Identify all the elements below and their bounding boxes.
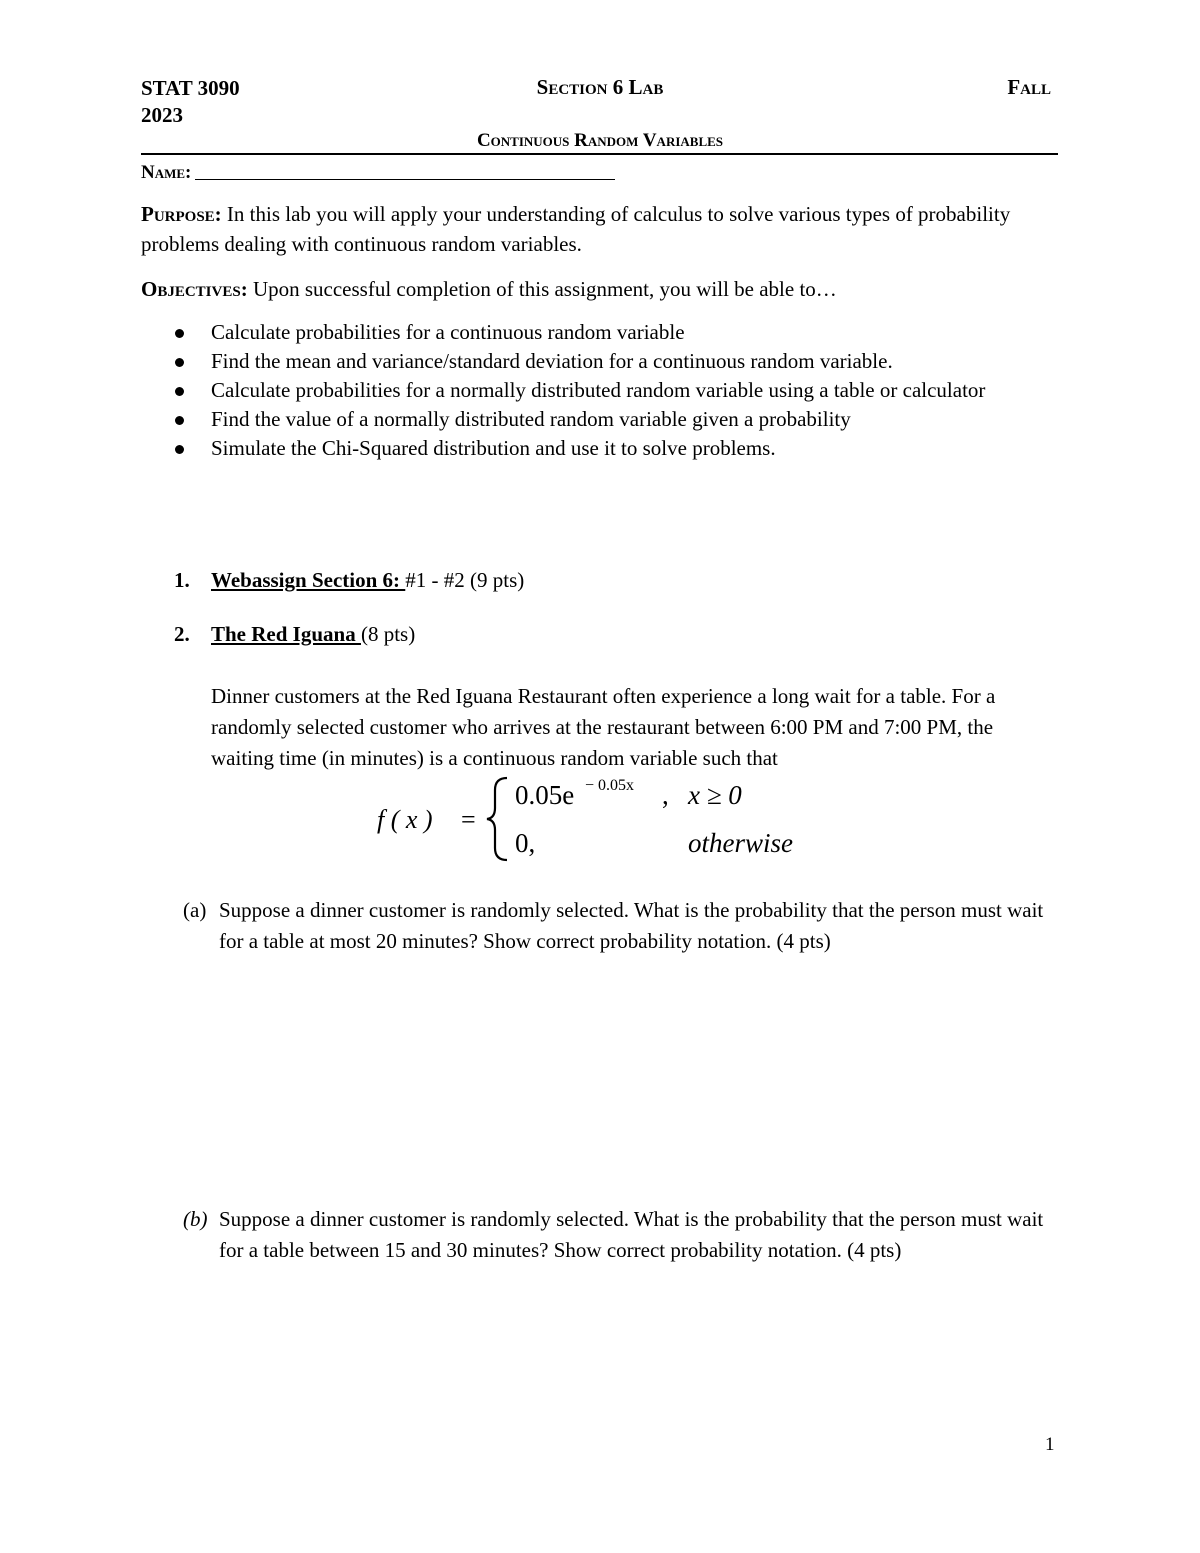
formula-case1-coef: 0.05e xyxy=(515,780,575,810)
question-2 xyxy=(174,619,1054,649)
brace-icon xyxy=(487,778,507,860)
purpose-label: Purpose: xyxy=(141,202,222,226)
list-item: Find the mean and variance/standard deviation for a continuous random variable. xyxy=(172,347,1052,376)
pdf-formula xyxy=(373,772,833,864)
objectives-list xyxy=(172,318,1052,463)
part-label: (a) xyxy=(183,898,207,922)
bullet-icon xyxy=(175,387,184,396)
formula-equals: = xyxy=(461,805,476,834)
bullet-icon xyxy=(175,416,184,425)
formula-case1-exp: − 0.05x xyxy=(585,777,635,794)
list-item: Calculate probabilities for a continuous random variable xyxy=(172,318,1052,347)
list-item: Find the value of a normally distributed random variable given a probability xyxy=(172,405,1052,434)
course-code: STAT 3090 xyxy=(141,76,240,100)
part-text: Suppose a dinner customer is randomly selected. What is the probability that the person must wait for a table between 15 and 30 minutes? Show correct probability notation. (4 pts) xyxy=(219,1207,1044,1262)
question-number: 1. xyxy=(174,568,190,592)
question-title: The Red Iguana xyxy=(211,622,361,646)
objectives-label: Objectives: xyxy=(141,277,248,301)
question-1 xyxy=(174,565,1054,595)
question-title: Webassign Section 6: xyxy=(211,568,406,592)
course-year: 2023 xyxy=(141,103,183,127)
objectives-text: Upon successful completion of this assignment, you will be able to… xyxy=(252,277,837,301)
question-points: (8 pts) xyxy=(360,622,416,646)
name-row xyxy=(141,161,615,184)
bullet-icon xyxy=(175,445,184,454)
name-blank-line[interactable] xyxy=(195,161,615,180)
question-2-body: Dinner customers at the Red Iguana Restaurant often experience a long wait for a table. For a randomly selected customer who arrives at the restaurant between 6:00 PM and 7:00 PM, the waiting time (in minutes) is a continuous random variable such that xyxy=(211,684,996,770)
question-points: #1 - #2 (9 pts) xyxy=(405,568,525,592)
formula-case2-cond: otherwise xyxy=(688,828,793,858)
formula-lhs: f ( x ) xyxy=(377,805,433,834)
list-item: Simulate the Chi-Squared distribution and use it to solve problems. xyxy=(172,434,1052,463)
part-text: Suppose a dinner customer is randomly selected. What is the probability that the person must wait for a table at most 20 minutes? Show correct probability notation. (4 pts) xyxy=(219,898,1044,953)
section-title: Section 6 Lab xyxy=(536,75,664,99)
question-2-part-a xyxy=(183,895,1063,957)
question-2-part-b xyxy=(183,1204,1063,1266)
name-label: Name: xyxy=(141,162,192,183)
lab-subtitle: Continuous Random Variables xyxy=(476,130,724,151)
term-label: Fall xyxy=(1007,75,1051,99)
objectives-paragraph xyxy=(141,274,1056,304)
page-number: 1 xyxy=(1045,1434,1055,1455)
purpose-text: In this lab you will apply your understanding of calculus to solve various types of probability problems dealing with continuous random variables. xyxy=(141,202,1011,256)
list-item: Calculate probabilities for a normally distributed random variable using a table or calculator xyxy=(172,376,1052,405)
formula-case2-val: 0, xyxy=(515,828,536,858)
question-number: 2. xyxy=(174,622,190,646)
bullet-icon xyxy=(175,358,184,367)
header-divider xyxy=(141,153,1058,155)
formula-case1-cond: x ≥ 0 xyxy=(688,780,742,810)
part-label: (b) xyxy=(183,1207,208,1231)
formula-case1-comma: , xyxy=(662,780,669,810)
bullet-icon xyxy=(175,329,184,338)
purpose-paragraph xyxy=(141,199,1056,259)
